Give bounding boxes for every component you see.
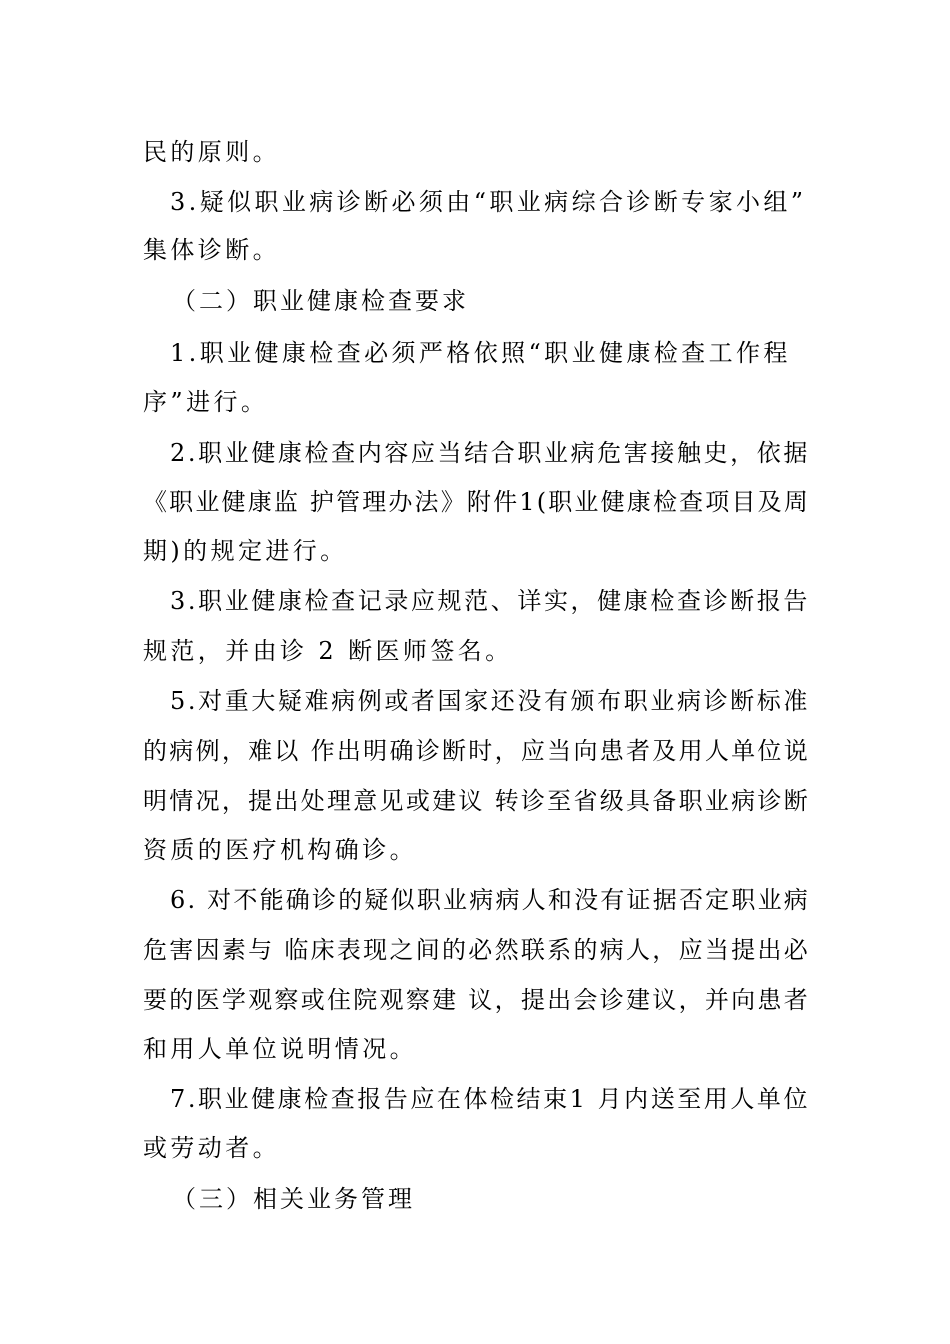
- section-heading: （三）相关业务管理: [172, 1185, 415, 1213]
- text-line: 7.职业健康检查报告应在体检结束1 月内送至用人单位: [170, 1085, 810, 1113]
- text-line: 2.职业健康检查内容应当结合职业病危害接触史，依据: [170, 439, 810, 467]
- text-line: 集体诊断。: [143, 236, 280, 264]
- text-line: 和用人单位说明情况。: [143, 1035, 417, 1063]
- text-line: 民的原则。: [143, 138, 280, 166]
- text-line: 1.职业健康检查必须严格依照“职业健康检查工作程: [170, 339, 791, 367]
- text-line: 序”进行。: [143, 388, 269, 416]
- text-line: 资质的医疗机构确诊。: [143, 836, 417, 864]
- text-line: 的病例，难以 作出明确诊断时，应当向患者及用人单位说: [143, 737, 810, 765]
- text-line: 要的医学观察或住院观察建 议，提出会诊建议，并向患者: [143, 986, 810, 1014]
- text-line: 3.疑似职业病诊断必须由“职业病综合诊断专家小组”: [170, 188, 807, 216]
- text-line: 规范，并由诊 2 断医师签名。: [143, 637, 513, 665]
- text-line: 5.对重大疑难病例或者国家还没有颁布职业病诊断标准: [170, 687, 810, 715]
- text-line: 6. 对不能确诊的疑似职业病病人和没有证据否定职业病: [170, 886, 810, 914]
- text-line: 明情况，提出处理意见或建议 转诊至省级具备职业病诊断: [143, 787, 810, 815]
- text-line: 危害因素与 临床表现之间的必然联系的病人，应当提出必: [143, 936, 810, 964]
- text-line: 或劳动者。: [143, 1134, 280, 1162]
- text-line: 《职业健康监 护管理办法》附件1(职业健康检查项目及周: [143, 488, 810, 516]
- text-line: 3.职业健康检查记录应规范、详实，健康检查诊断报告: [170, 587, 810, 615]
- text-line: 期)的规定进行。: [143, 537, 348, 565]
- section-heading: （二）职业健康检查要求: [172, 287, 469, 315]
